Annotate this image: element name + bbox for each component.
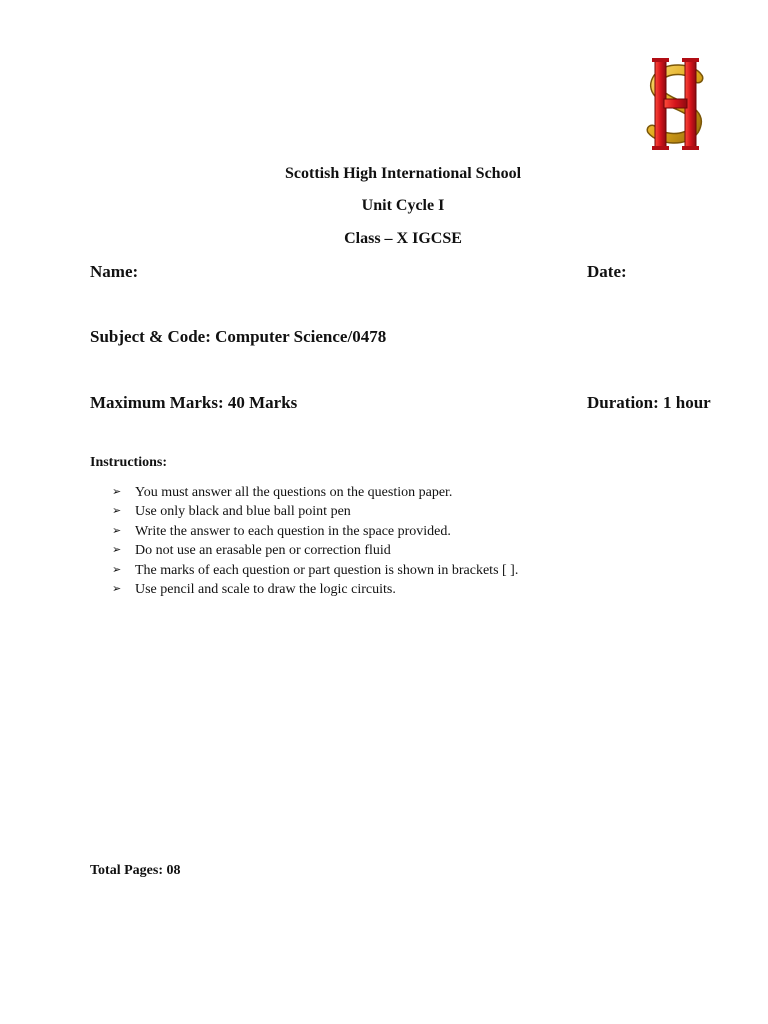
date-label: Date: <box>587 262 627 281</box>
duration-label: Duration: 1 hour <box>587 393 711 412</box>
arrow-bullet-icon: ➢ <box>112 563 122 576</box>
instruction-text: Use only black and blue ball point pen <box>135 504 351 520</box>
arrow-bullet-icon: ➢ <box>112 524 122 537</box>
instruction-text: Do not use an erasable pen or correction fluid <box>135 543 391 559</box>
arrow-bullet-icon: ➢ <box>112 486 122 498</box>
max-marks-label: Maximum Marks: 40 Marks <box>90 393 298 412</box>
instruction-text: Write the answer to each question in the space provided. <box>135 523 451 539</box>
name-label: Name: <box>90 262 139 281</box>
subject-code-label: Subject & Code: Computer Science/0478 <box>90 327 387 346</box>
list-item <box>112 483 518 502</box>
instructions-title: Instructions: <box>90 455 168 470</box>
arrow-bullet-icon: ➢ <box>112 505 122 518</box>
instruction-text: The marks of each question or part question is shown in brackets [ ]. <box>135 562 519 578</box>
exam-name: Unit Cycle I <box>361 197 445 214</box>
list-item <box>112 561 518 580</box>
list-item <box>112 541 518 560</box>
list-item <box>112 502 518 521</box>
school-logo <box>640 56 712 152</box>
total-pages: Total Pages: 08 <box>90 863 181 878</box>
list-item <box>112 522 518 541</box>
arrow-bullet-icon: ➢ <box>112 583 122 596</box>
instruction-text: You must answer all the questions on the question paper. <box>135 485 453 500</box>
arrow-bullet-icon: ➢ <box>112 544 122 557</box>
class-label: Class – X IGCSE <box>344 230 462 247</box>
instruction-text: Use pencil and scale to draw the logic circuits. <box>135 582 396 598</box>
instructions-list <box>112 483 518 599</box>
list-item <box>112 580 518 599</box>
school-name: Scottish High International School <box>284 165 522 182</box>
